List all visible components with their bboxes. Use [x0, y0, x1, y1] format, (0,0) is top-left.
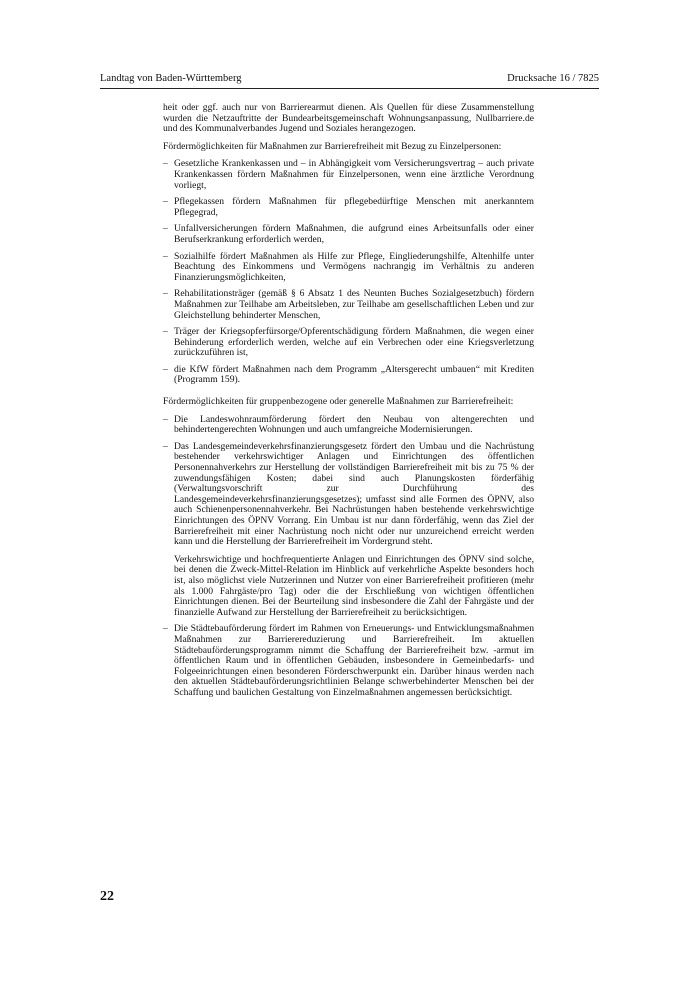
list-item-text: Rehabilitationsträger (gemäß § 6 Absatz 1 des Neunten Buches Sozialgesetzbuch) fördern Maßnahmen zur Teilhabe am Arbeitsleben, zur Teilhabe am gesellschaftlichen Leben und zur Gleichstellung behinderter Menschen,: [174, 288, 534, 321]
header-rule: [100, 88, 599, 89]
page-header: [100, 71, 599, 87]
intro-paragraph: heit oder ggf. auch nur von Barrierearmut dienen. Als Quellen für diese Zusammenstellung wurden die Netzauftritte der Bundearbeitsgemeinschaft Wohnungsanpassung, Nullbarriere.de und des Kommunalverbandes Jugend und Soziales herangezogen.: [163, 102, 534, 135]
list-dash: –: [163, 623, 168, 635]
list-dash: –: [163, 413, 168, 425]
list-dash: –: [163, 440, 168, 452]
section-heading-group: Fördermöglichkeiten für gruppenbezogene oder generelle Maßnahmen zur Barrierefreiheit:: [163, 396, 514, 408]
list-dash: –: [163, 363, 168, 375]
list-item-text: Pflegekassen fördern Maßnahmen für pflegebedürftige Menschen mit anerkanntem Pflegegrad,: [174, 196, 534, 218]
list-item-text: Die Städtebauförderung fördert im Rahmen von Erneuerungs- und Entwicklungsmaßnahmen Maßnahmen zur Barrierereduzierung und Barrierefreiheit. Im aktuellen Städtebauförderungsprogramm nimmt die Schaffung der Barrierefreiheit bzw. -armut im öffentlichen Raum und in öffentlichen Gebäuden, insbesondere in Gemeinbedarfs- und Folgeeinrichtungen einen besonderen Förderschwerpunkt ein. Darüber hinaus werden nach den aktuellen Städtebauförderungsrichtlinien Belange schwerbehinderter Menschen bei der Schaffung und baulichen Gestaltung von Einzelmaßnahmen angemessen berücksichtigt.: [174, 623, 534, 698]
list-item: [163, 624, 534, 698]
list-item: [163, 224, 534, 245]
list-item: [163, 415, 534, 436]
list-group-funding: [163, 415, 534, 699]
list-dash: –: [163, 158, 168, 170]
list-item: [163, 159, 534, 191]
list-item: [163, 365, 534, 386]
list-item: [163, 252, 534, 284]
list-individual-funding: [163, 159, 534, 386]
list-dash: –: [163, 326, 168, 338]
list-item-text: Träger der Kriegsopferfürsorge/Opferentschädigung fördern Maßnahmen, die wegen einer Behinderung erforderlich werden, welche auf ein Verbrechen oder eine Kriegsverletzung zurückzuführen ist,: [174, 326, 534, 359]
page-number: 22: [100, 889, 114, 904]
header-document-number: Drucksache 16 / 7825: [507, 73, 599, 84]
list-dash: –: [163, 223, 168, 235]
list-item: [163, 197, 534, 218]
list-dash: –: [163, 288, 168, 300]
header-parliament: Landtag von Baden-Württemberg: [100, 73, 242, 84]
list-item-subparagraph: Verkehrswichtige und hochfrequentierte Anlagen und Einrichtungen des ÖPNV sind solche, bei denen die Zweck-Mittel-Relation im Hinblick auf verkehrliche Aspekte besonders hoch ist, also möglichst viele Nutzerinnen und Nutzer von einer Barrierefreiheit profitieren (mehr als 1.000 Fahrgäste/pro Tag) oder die der Erschließung von wichtigen öffentlichen Einrichtungen dienen. Bei der Beurteilung sind insbesondere die Zahl der Fahrgäste und der finanzielle Aufwand zur Herstellung der Barrierefreiheit zu berücksichtigen.: [174, 553, 534, 618]
list-item: [163, 442, 534, 619]
list-item-text: Das Landesgemeindeverkehrsfinanzierungsgesetz fördert den Umbau und die Nachrüstung bestehender verkehrswichtiger Anlagen und Einrichtungen des öffentlichen Personennahverkehrs zur Herstellung der vollständigen Barrierefreiheit mit bis zu 75 % der zuwendungsfähigen Kosten; dabei sind auch Planungskosten förderfähig (Verwaltungsvorschrift zur Durchführung des Landesgemeindeverkehrsfinanzierungsgesetzes); umfasst sind alle Formen des ÖPNV, also auch Schienenpersonennahverkehr. Bei Nachrüstungen haben bestehende verkehrswichtige Einrichtungen des ÖPNV Vorrang. Ein Umbau ist nur dann förderfähig, wenn das Ziel der Barrierefreiheit mit einer Nachrüstung noch nicht oder nur unzureichend erreicht werden kann und die Herstellung der Barrierefreiheit im Vordergrund steht.: [174, 440, 534, 548]
section-heading-individual: Fördermöglichkeiten für Maßnahmen zur Barrierefreiheit mit Bezug zu Einzelpersonen:: [163, 140, 502, 152]
list-item: [163, 289, 534, 321]
list-item-text: Unfallversicherungen fördern Maßnahmen, die aufgrund eines Arbeitsunfalls oder einer Berufserkrankung erforderlich werden,: [174, 223, 534, 245]
list-item-text: Sozialhilfe fördert Maßnahmen als Hilfe zur Pflege, Eingliederungshilfe, Altenhilfe unter Beachtung des Einkommens und Vermögens nachrangig im Verhältnis zu anderen Finanzierungsmöglichkeiten,: [174, 250, 534, 283]
list-item-text: Die Landeswohnraumförderung fördert den Neubau von altengerechten und behindertengerechten Wohnungen und auch umfangreiche Modernisierungen.: [174, 413, 534, 436]
list-item-text: Gesetzliche Krankenkassen und – in Abhängigkeit vom Versicherungsvertrag – auch private Krankenkassen fördern Maßnahmen für Einzelpersonen, wenn eine ärztliche Verordnung vorliegt,: [174, 158, 534, 191]
list-item: [163, 327, 534, 359]
page-body: [163, 103, 534, 707]
list-dash: –: [163, 250, 168, 262]
list-dash: –: [163, 196, 168, 208]
list-item-text: die KfW fördert Maßnahmen nach dem Programm „Altersgerecht umbauen“ mit Krediten (Programm 159).: [174, 363, 534, 386]
